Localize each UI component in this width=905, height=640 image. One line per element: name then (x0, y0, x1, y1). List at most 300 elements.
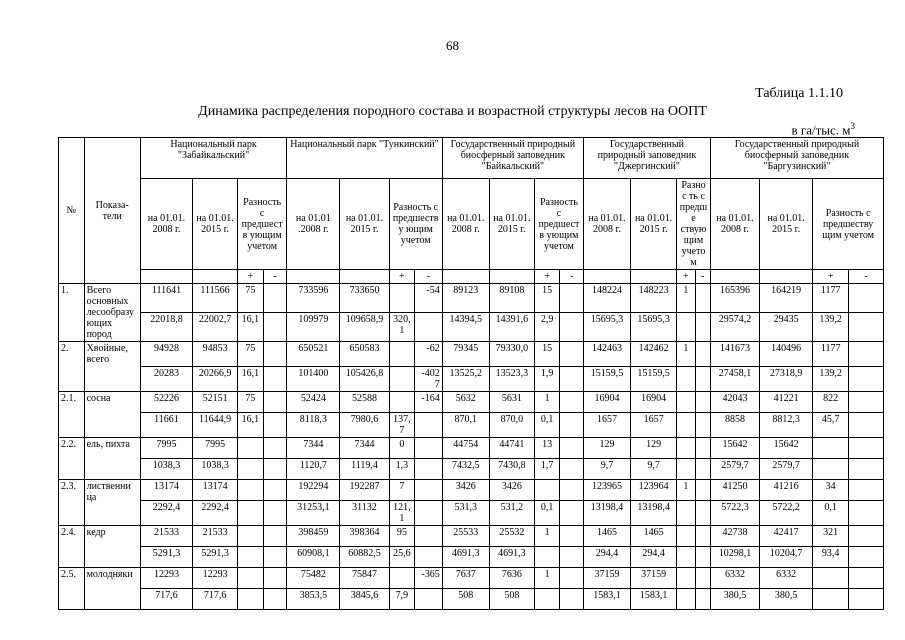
table-cell: 14391,6 (489, 313, 534, 342)
table-title: Динамика распределения породного состава и возрастной структуры лесов на ООПТ (198, 104, 707, 119)
table-cell: 44741 (489, 438, 534, 459)
table-cell (695, 480, 710, 501)
header-sub-difference: Разность с предшеству щим учетом (813, 179, 884, 270)
table-cell: 1 (677, 342, 695, 367)
table-cell (677, 413, 695, 438)
table-cell: 0,1 (813, 501, 849, 526)
table-cell (677, 438, 695, 459)
table-cell: -164 (415, 392, 443, 413)
table-cell: 37159 (631, 568, 677, 589)
table-cell: 1 (677, 284, 695, 313)
table-cell (560, 367, 584, 392)
row-indicator-name: лиственни ца (84, 480, 140, 526)
table-cell: 14394,5 (442, 313, 489, 342)
header-blank (287, 270, 340, 284)
table-cell: 3853,5 (287, 589, 340, 610)
header-sub-date2008: на 01.01. 2008 г. (583, 179, 630, 270)
table-cell: 111566 (193, 284, 238, 313)
table-cell: 4691,3 (489, 547, 534, 568)
row-index: 1. (59, 284, 85, 342)
table-cell: 7995 (193, 438, 238, 459)
table-cell (849, 284, 884, 313)
table-cell (415, 413, 443, 438)
header-sub-difference: Разность с предшеству ющим учетом (389, 179, 442, 270)
table-cell: 1 (534, 526, 560, 547)
table-cell: 75482 (287, 568, 340, 589)
table-cell: -62 (415, 342, 443, 367)
table-cell: 25,6 (389, 547, 415, 568)
table-cell: 5722,2 (760, 501, 813, 526)
table-cell: 15695,3 (631, 313, 677, 342)
table-cell (677, 459, 695, 480)
table-cell: 13525,2 (442, 367, 489, 392)
table-cell: 79330,0 (489, 342, 534, 367)
header-row-signs (59, 270, 884, 284)
table-cell (849, 367, 884, 392)
table-cell: 5291,3 (193, 547, 238, 568)
header-blank (489, 270, 534, 284)
table-cell: 1657 (631, 413, 677, 438)
table-cell: 60908,1 (287, 547, 340, 568)
table-cell: 3426 (442, 480, 489, 501)
table-cell: 16904 (631, 392, 677, 413)
table-cell: 16,1 (238, 313, 264, 342)
table-cell (238, 459, 264, 480)
table-cell (263, 459, 287, 480)
table-cell: 16,1 (238, 367, 264, 392)
header-group-zabaikalsky: Национальный парк "Забайкальский" (140, 138, 286, 179)
table-cell (849, 501, 884, 526)
table-cell (695, 589, 710, 610)
table-cell: 16904 (583, 392, 630, 413)
table-cell (389, 367, 415, 392)
table-cell: 15642 (710, 438, 759, 459)
table-cell: 45,7 (813, 413, 849, 438)
table-cell: 11661 (140, 413, 192, 438)
table-cell: 7995 (140, 438, 192, 459)
table-cell (849, 526, 884, 547)
table-cell: 13198,4 (631, 501, 677, 526)
table-cell: 1177 (813, 284, 849, 313)
table-cell (695, 342, 710, 367)
table-cell (238, 568, 264, 589)
header-group-dzherginsky: Государственный природный заповедник "Джергинский" (583, 138, 710, 179)
header-plus: + (677, 270, 695, 284)
table-cell: 12293 (193, 568, 238, 589)
table-cell: 42738 (710, 526, 759, 547)
table-cell: -4027 (415, 367, 443, 392)
table-cell: 94928 (140, 342, 192, 367)
units-text: в га/тыс. м (791, 122, 851, 138)
table-cell: 139,2 (813, 367, 849, 392)
table-cell: 75 (238, 342, 264, 367)
table-cell: 142462 (631, 342, 677, 367)
header-blank (340, 270, 389, 284)
header-sub-date2008: на 01.01. 2008 г. (140, 179, 192, 270)
table-cell (695, 392, 710, 413)
table-cell (695, 438, 710, 459)
table-cell: 129 (631, 438, 677, 459)
header-group-tunkinsky: Национальный парк "Тункинский" (287, 138, 443, 179)
table-cell: 7637 (442, 568, 489, 589)
table-cell (560, 568, 584, 589)
header-plus: + (389, 270, 415, 284)
table-cell: 321 (813, 526, 849, 547)
header-sub-date2015: на 01.01. 2015 г. (760, 179, 813, 270)
table-cell (238, 438, 264, 459)
header-row-subcolumns (59, 179, 884, 270)
table-cell: 7344 (287, 438, 340, 459)
table-cell: 870,0 (489, 413, 534, 438)
table-cell (415, 480, 443, 501)
table-cell: 8812,3 (760, 413, 813, 438)
table-cell: 4691,3 (442, 547, 489, 568)
table-cell: 79345 (442, 342, 489, 367)
header-group-barguzinsky: Государственный природный биосферный заповедник "Баргузинский" (710, 138, 883, 179)
table-cell: 11644,9 (193, 413, 238, 438)
header-group-baikalsky: Государственный природный биосферный заповедник "Байкальский" (442, 138, 583, 179)
table-cell: 7980,6 (340, 413, 389, 438)
table-cell: 650521 (287, 342, 340, 367)
header-row-groups (59, 138, 884, 179)
table-cell (415, 589, 443, 610)
table-cell (263, 589, 287, 610)
table-cell: 22018,8 (140, 313, 192, 342)
table-cell: 12293 (140, 568, 192, 589)
header-blank (140, 270, 192, 284)
row-indicator-name: сосна (84, 392, 140, 438)
header-sub-difference: Разность с предшеств ующим учетом (534, 179, 583, 270)
table-cell: 37159 (583, 568, 630, 589)
units-label (791, 121, 855, 138)
header-sub-date2015: на 01.01. 2015 г. (193, 179, 238, 270)
table-cell: 7,9 (389, 589, 415, 610)
table-cell (677, 547, 695, 568)
table-cell (677, 392, 695, 413)
table-cell (534, 589, 560, 610)
table-cell: 52151 (193, 392, 238, 413)
table-cell (238, 547, 264, 568)
table-cell: 7432,5 (442, 459, 489, 480)
table-cell: 109658,9 (340, 313, 389, 342)
table-cell (415, 438, 443, 459)
table-row (59, 568, 884, 589)
table-cell: 60882,5 (340, 547, 389, 568)
table-cell: 141673 (710, 342, 759, 367)
table-cell (389, 568, 415, 589)
table-cell (695, 367, 710, 392)
table-cell: 822 (813, 392, 849, 413)
table-cell: 75847 (340, 568, 389, 589)
table-cell: 41250 (710, 480, 759, 501)
table-cell: 2,9 (534, 313, 560, 342)
table-cell: 508 (442, 589, 489, 610)
table-cell: 6332 (710, 568, 759, 589)
table-row (59, 284, 884, 313)
table-cell (263, 547, 287, 568)
table-cell: 294,4 (583, 547, 630, 568)
table-cell: 29574,2 (710, 313, 759, 342)
data-table (58, 137, 884, 610)
table-cell: 148224 (583, 284, 630, 313)
header-sub-difference: Разность с предшеств ующим учетом (238, 179, 287, 270)
table-cell: 1657 (583, 413, 630, 438)
table-cell (560, 284, 584, 313)
table-cell: 21533 (140, 526, 192, 547)
header-plus: + (238, 270, 264, 284)
table-cell: 5291,3 (140, 547, 192, 568)
table-cell (238, 589, 264, 610)
row-index: 2.3. (59, 480, 85, 526)
table-cell: 165396 (710, 284, 759, 313)
table-cell: 1177 (813, 342, 849, 367)
row-indicator-name: молодняки (84, 568, 140, 610)
header-sub-difference: Разнос ть с предше ствую щим учетом (677, 179, 711, 270)
table-cell: 1,3 (389, 459, 415, 480)
table-label: Таблица 1.1.10 (755, 86, 843, 101)
table-cell: 7636 (489, 568, 534, 589)
table-cell: 1583,1 (583, 589, 630, 610)
table-cell: 15 (534, 342, 560, 367)
table-cell (238, 526, 264, 547)
header-no: № (59, 138, 85, 284)
header-plus: + (813, 270, 849, 284)
table-cell (849, 392, 884, 413)
table-cell: 10298,1 (710, 547, 759, 568)
table-cell (560, 459, 584, 480)
row-indicator-name: Всего основных лесообразу ющих пород (84, 284, 140, 342)
table-cell (389, 284, 415, 313)
table-cell (560, 526, 584, 547)
table-cell: 0,1 (534, 501, 560, 526)
header-minus: - (263, 270, 287, 284)
table-cell: 164219 (760, 284, 813, 313)
table-cell (415, 501, 443, 526)
table-cell: 123964 (631, 480, 677, 501)
table-cell: -54 (415, 284, 443, 313)
table-cell: 15 (534, 284, 560, 313)
header-minus: - (695, 270, 710, 284)
row-indicator-name: ель, пихта (84, 438, 140, 480)
table-cell: 41221 (760, 392, 813, 413)
table-cell: 1120,7 (287, 459, 340, 480)
table-cell (263, 284, 287, 313)
table-cell (849, 342, 884, 367)
header-indicator: Показа-тели (84, 138, 140, 284)
table-cell (695, 526, 710, 547)
table-cell: 140496 (760, 342, 813, 367)
table-cell: 9,7 (583, 459, 630, 480)
header-blank (193, 270, 238, 284)
table-cell: 31132 (340, 501, 389, 526)
page-number: 68 (446, 38, 459, 53)
table-cell: 2292,4 (193, 501, 238, 526)
table-cell: 1038,3 (140, 459, 192, 480)
table-cell (263, 501, 287, 526)
table-cell: 717,6 (140, 589, 192, 610)
table-cell: 2579,7 (760, 459, 813, 480)
header-blank (760, 270, 813, 284)
table-cell (813, 568, 849, 589)
table-cell: 3426 (489, 480, 534, 501)
table-cell: 52588 (340, 392, 389, 413)
table-cell: 52226 (140, 392, 192, 413)
table-cell (695, 459, 710, 480)
table-cell: 2292,4 (140, 501, 192, 526)
table-cell: 398364 (340, 526, 389, 547)
table-cell: 75 (238, 392, 264, 413)
table-cell (263, 342, 287, 367)
table-cell: 109979 (287, 313, 340, 342)
table-cell: 380,5 (760, 589, 813, 610)
table-cell (560, 589, 584, 610)
table-cell: 13174 (193, 480, 238, 501)
table-cell: 148223 (631, 284, 677, 313)
table-cell (238, 501, 264, 526)
row-index: 2.5. (59, 568, 85, 610)
table-cell: 52424 (287, 392, 340, 413)
table-cell: 1038,3 (193, 459, 238, 480)
table-cell: 29435 (760, 313, 813, 342)
table-cell: 101400 (287, 367, 340, 392)
table-cell: 42043 (710, 392, 759, 413)
table-cell (849, 413, 884, 438)
table-cell: 650583 (340, 342, 389, 367)
table-cell: 13198,4 (583, 501, 630, 526)
table-cell (560, 438, 584, 459)
table-cell: 1119,4 (340, 459, 389, 480)
table-cell: 733596 (287, 284, 340, 313)
table-cell: 105426,8 (340, 367, 389, 392)
table-cell (677, 501, 695, 526)
table-cell: 2579,7 (710, 459, 759, 480)
row-index: 2.2. (59, 438, 85, 480)
table-cell (263, 367, 287, 392)
table-row (59, 342, 884, 367)
table-cell (560, 501, 584, 526)
table-cell (263, 568, 287, 589)
table-cell: 717,6 (193, 589, 238, 610)
table-cell (813, 438, 849, 459)
table-cell (534, 480, 560, 501)
table-cell: 22002,7 (193, 313, 238, 342)
table-cell (560, 547, 584, 568)
table-cell (849, 438, 884, 459)
table-cell: 1 (534, 568, 560, 589)
table-cell: 41216 (760, 480, 813, 501)
table-cell (849, 480, 884, 501)
table-cell: 1 (677, 480, 695, 501)
table-cell: 9,7 (631, 459, 677, 480)
table-cell (677, 367, 695, 392)
table-cell (263, 526, 287, 547)
table-row (59, 501, 884, 526)
table-row (59, 413, 884, 438)
table-cell: 94853 (193, 342, 238, 367)
header-minus: - (560, 270, 584, 284)
table-cell: 294,4 (631, 547, 677, 568)
header-blank (631, 270, 677, 284)
table-row (59, 313, 884, 342)
table-cell: 142463 (583, 342, 630, 367)
table-cell (695, 547, 710, 568)
table-cell (695, 501, 710, 526)
table-cell: 531,3 (442, 501, 489, 526)
table-cell: 1 (534, 392, 560, 413)
table-cell (263, 413, 287, 438)
table-cell (695, 568, 710, 589)
header-minus: - (415, 270, 443, 284)
table-cell (677, 568, 695, 589)
table-cell: 25532 (489, 526, 534, 547)
table-cell: 75 (238, 284, 264, 313)
table-cell: 42417 (760, 526, 813, 547)
table-cell: 111641 (140, 284, 192, 313)
table-cell: 531,2 (489, 501, 534, 526)
table-cell: 1465 (583, 526, 630, 547)
row-index: 2.4. (59, 526, 85, 568)
table-cell (677, 526, 695, 547)
table-cell: 44754 (442, 438, 489, 459)
table-cell (263, 438, 287, 459)
table-cell: 3845,6 (340, 589, 389, 610)
table-cell: 5631 (489, 392, 534, 413)
table-cell: 8118,3 (287, 413, 340, 438)
header-sub-date2015: на 01.01. 2015 г. (631, 179, 677, 270)
table-cell: 508 (489, 589, 534, 610)
table-cell: 0,1 (534, 413, 560, 438)
table-cell: 192294 (287, 480, 340, 501)
table-cell: 123965 (583, 480, 630, 501)
row-index: 2. (59, 342, 85, 392)
table-cell: 20283 (140, 367, 192, 392)
table-cell (849, 313, 884, 342)
table-row (59, 459, 884, 480)
table-cell: 1,7 (534, 459, 560, 480)
table-cell: 380,5 (710, 589, 759, 610)
table-row (59, 438, 884, 459)
table-cell (849, 459, 884, 480)
header-minus: - (849, 270, 884, 284)
table-cell: 27458,1 (710, 367, 759, 392)
table-cell: 89123 (442, 284, 489, 313)
table-cell: 5632 (442, 392, 489, 413)
table-cell: 0 (389, 438, 415, 459)
table-cell: 398459 (287, 526, 340, 547)
table-cell (415, 313, 443, 342)
table-cell: 10204,7 (760, 547, 813, 568)
table-cell (560, 342, 584, 367)
table-cell (415, 459, 443, 480)
table-cell: 870,1 (442, 413, 489, 438)
header-plus: + (534, 270, 560, 284)
table-cell: 13174 (140, 480, 192, 501)
table-cell: 121,1 (389, 501, 415, 526)
table-cell: 139,2 (813, 313, 849, 342)
table-row (59, 367, 884, 392)
table-cell (415, 526, 443, 547)
table-cell: -365 (415, 568, 443, 589)
table-cell: 31253,1 (287, 501, 340, 526)
table-cell: 137,7 (389, 413, 415, 438)
row-indicator-name: кедр (84, 526, 140, 568)
table-cell (695, 313, 710, 342)
header-sub-date2008: на 01.01 .2008 г. (287, 179, 340, 270)
table-cell (263, 480, 287, 501)
table-cell (560, 413, 584, 438)
table-cell (677, 589, 695, 610)
table-cell: 1,9 (534, 367, 560, 392)
